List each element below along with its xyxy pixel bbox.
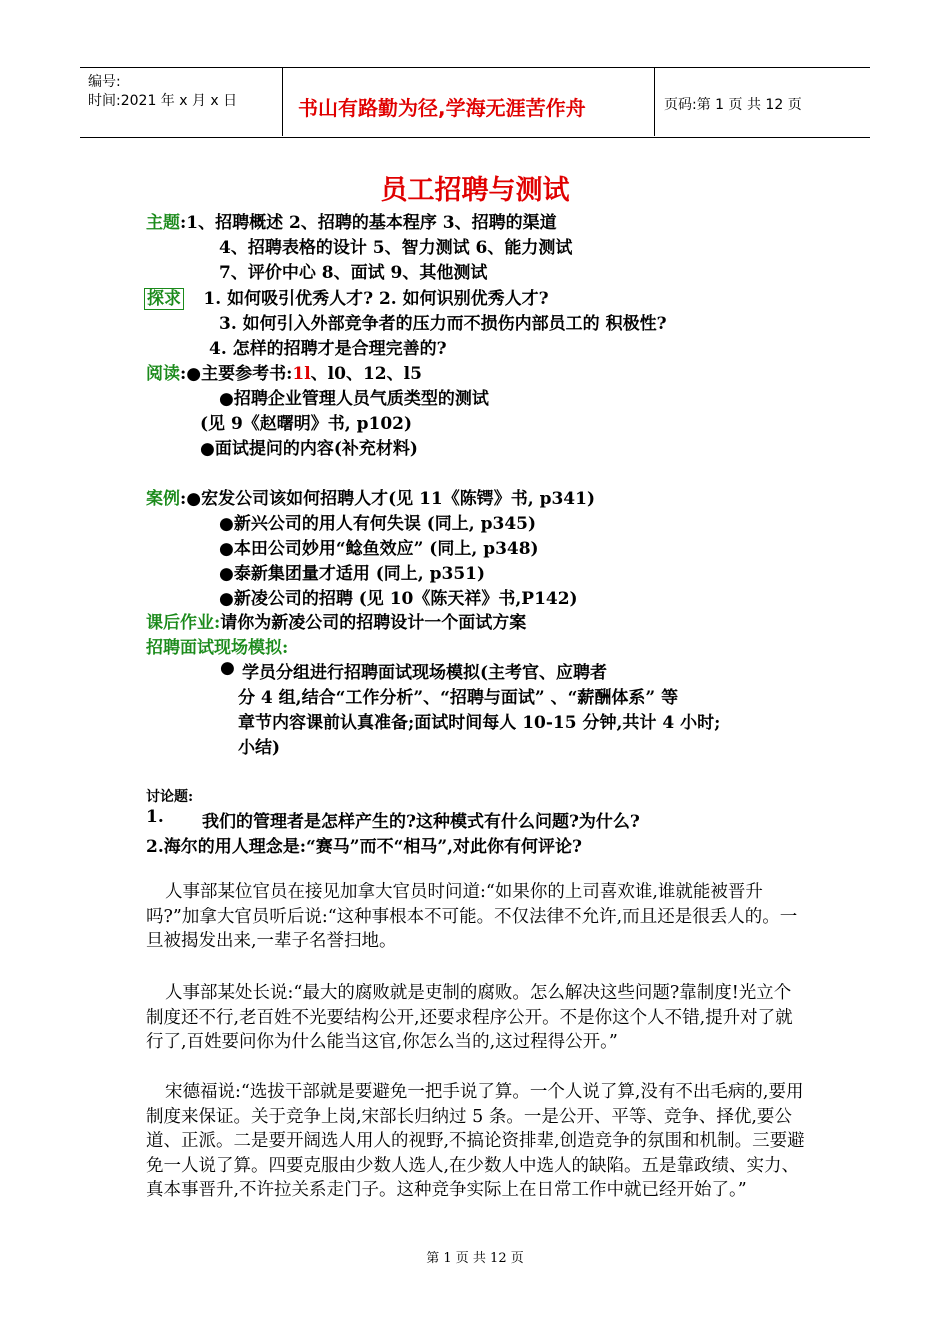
page-title: 员工招聘与测试 xyxy=(380,175,570,206)
header-number-label: 编号: xyxy=(88,74,121,90)
explore-label: 探求 xyxy=(144,288,184,310)
discussion-q2: 2.海尔的用人理念是:“赛马”而不“相马”,对此你有何评论? xyxy=(146,837,583,857)
case-item-3: ●本田公司妙用“鲶鱼效应” (同上, p348) xyxy=(219,539,539,559)
reading-line-1: 阅读:●主要参考书:1l、l0、12、l5 xyxy=(146,364,422,384)
paragraph-3: 宋德福说:“选拔干部就是要避免一把手说了算。一个人说了算,没有不出毛病的,要用制度来保证。关于竞争上岗,宋部长归纳过 5 条。一是公开、平等、竞争、择优,要公道、正派。二是要开阔选人用人的视野,不搞论资排辈,创造竞争的氛围和机制。三要避免一人说了算。四要克服由少数人选人,在少数人中选人的缺陷。五是靠政绩、实力、真本事晋升,不许拉关系走门子。这种竞争实际上在日常工作中就已经开始了。” xyxy=(146,1082,805,1201)
case-item-5: ●新凌公司的招聘 (见 10《陈天祥》书,P142) xyxy=(219,589,578,609)
reading-item-2-note: (见 9《赵曙明》书, p102) xyxy=(200,414,413,434)
explore-q3: 3. 如何引入外部竞争者的压力而不损伤内部员工的 积极性? xyxy=(219,314,667,334)
simulation-line-2: 分 4 组,结合“工作分析”、“招聘与面试” 、“薪酬体系” 等 xyxy=(238,688,679,708)
topics-line-3: 7、评价中心 8、面试 9、其他测试 xyxy=(219,263,488,283)
homework-line xyxy=(146,608,526,633)
paragraph-2: 人事部某处长说:“最大的腐败就是吏制的腐败。怎么解决这些问题?靠制度!光立个制度还不行,老百姓不光要结构公开,还要求程序公开。不是你这个人不错,提升对了就行了,百姓要问你为什么能当这官,你怎么当的,这过程得公开。” xyxy=(146,983,793,1053)
paragraph-1: 人事部某位官员在接见加拿大官员时问道:“如果你的上司喜欢谁,谁就能被晋升吗?”加拿大官员听后说:“这种事根本不可能。不仅法律不允许,而且还是很丢人的。一旦被揭发出来,一辈子名誉扫地。 xyxy=(146,882,798,952)
simulation-line-3: 章节内容课前认真准备;面试时间每人 10-15 分钟,共计 4 小时; xyxy=(238,713,721,733)
case-item-2: ●新兴公司的用人有何失误 (同上, p345) xyxy=(219,514,537,534)
topics-line-1 xyxy=(146,208,557,233)
case-item-4: ●泰新集团量才适用 (同上, p351) xyxy=(219,564,486,584)
topics-text-1: 1、招聘概述 2、招聘的基本程序 3、招聘的渠道 xyxy=(186,213,557,233)
header-page-info: 页码:第 1 页 共 12 页 xyxy=(664,97,802,113)
reading-item-3: ●面试提问的内容(补充材料) xyxy=(200,439,418,459)
case-item-1: ●宏发公司该如何招聘人才(见 11《陈锷》书, p341) xyxy=(186,489,595,509)
topics-label: 主题 xyxy=(146,213,180,233)
reading-item-1-rest: 、l0、12、l5 xyxy=(310,364,422,384)
simulation-label: 招聘面试现场模拟: xyxy=(146,638,289,658)
explore-line-1 xyxy=(144,284,549,309)
homework-label: 课后作业: xyxy=(146,613,221,633)
cases-label: 案例 xyxy=(146,489,180,509)
header-divider-2 xyxy=(654,67,655,136)
discussion-label: 讨论题: xyxy=(146,789,194,805)
topics-colon: : xyxy=(180,213,187,233)
simulation-line-1: 学员分组进行招聘面试现场模拟(主考官、应聘者 xyxy=(242,663,608,683)
header-motto: 书山有路勤为径,学海无涯苦作舟 xyxy=(298,96,586,120)
discussion-q1-number: 1. xyxy=(146,807,164,827)
reading-label: 阅读 xyxy=(146,364,180,384)
explore-q1: 1. 如何吸引优秀人才? 2. 如何识别优秀人才? xyxy=(203,289,549,309)
simulation-line-4: 小结) xyxy=(238,738,281,758)
page-footer: 第 1 页 共 12 页 xyxy=(426,1251,524,1266)
explore-q4: 4. 怎样的招聘才是合理完善的? xyxy=(209,339,447,359)
topics-line-2: 4、招聘表格的设计 5、智力测试 6、能力测试 xyxy=(219,238,573,258)
homework-text: 请你为新凌公司的招聘设计一个面试方案 xyxy=(220,613,527,633)
cases-line-1: 案例:●宏发公司该如何招聘人才(见 11《陈锷》书, p341) xyxy=(146,489,595,509)
header-divider-1 xyxy=(282,67,283,136)
reading-item-1-red: 1l xyxy=(292,364,311,384)
reading-item-2: ●招聘企业管理人员气质类型的测试 xyxy=(219,389,489,409)
discussion-q1-text: 我们的管理者是怎样产生的?这种模式有什么问题?为什么? xyxy=(202,812,640,832)
reading-item-1-prefix: ●主要参考书: xyxy=(186,364,293,384)
simulation-bullet: ● xyxy=(220,658,235,678)
header-time: 时间:2021 年 x 月 x 日 xyxy=(88,93,238,109)
